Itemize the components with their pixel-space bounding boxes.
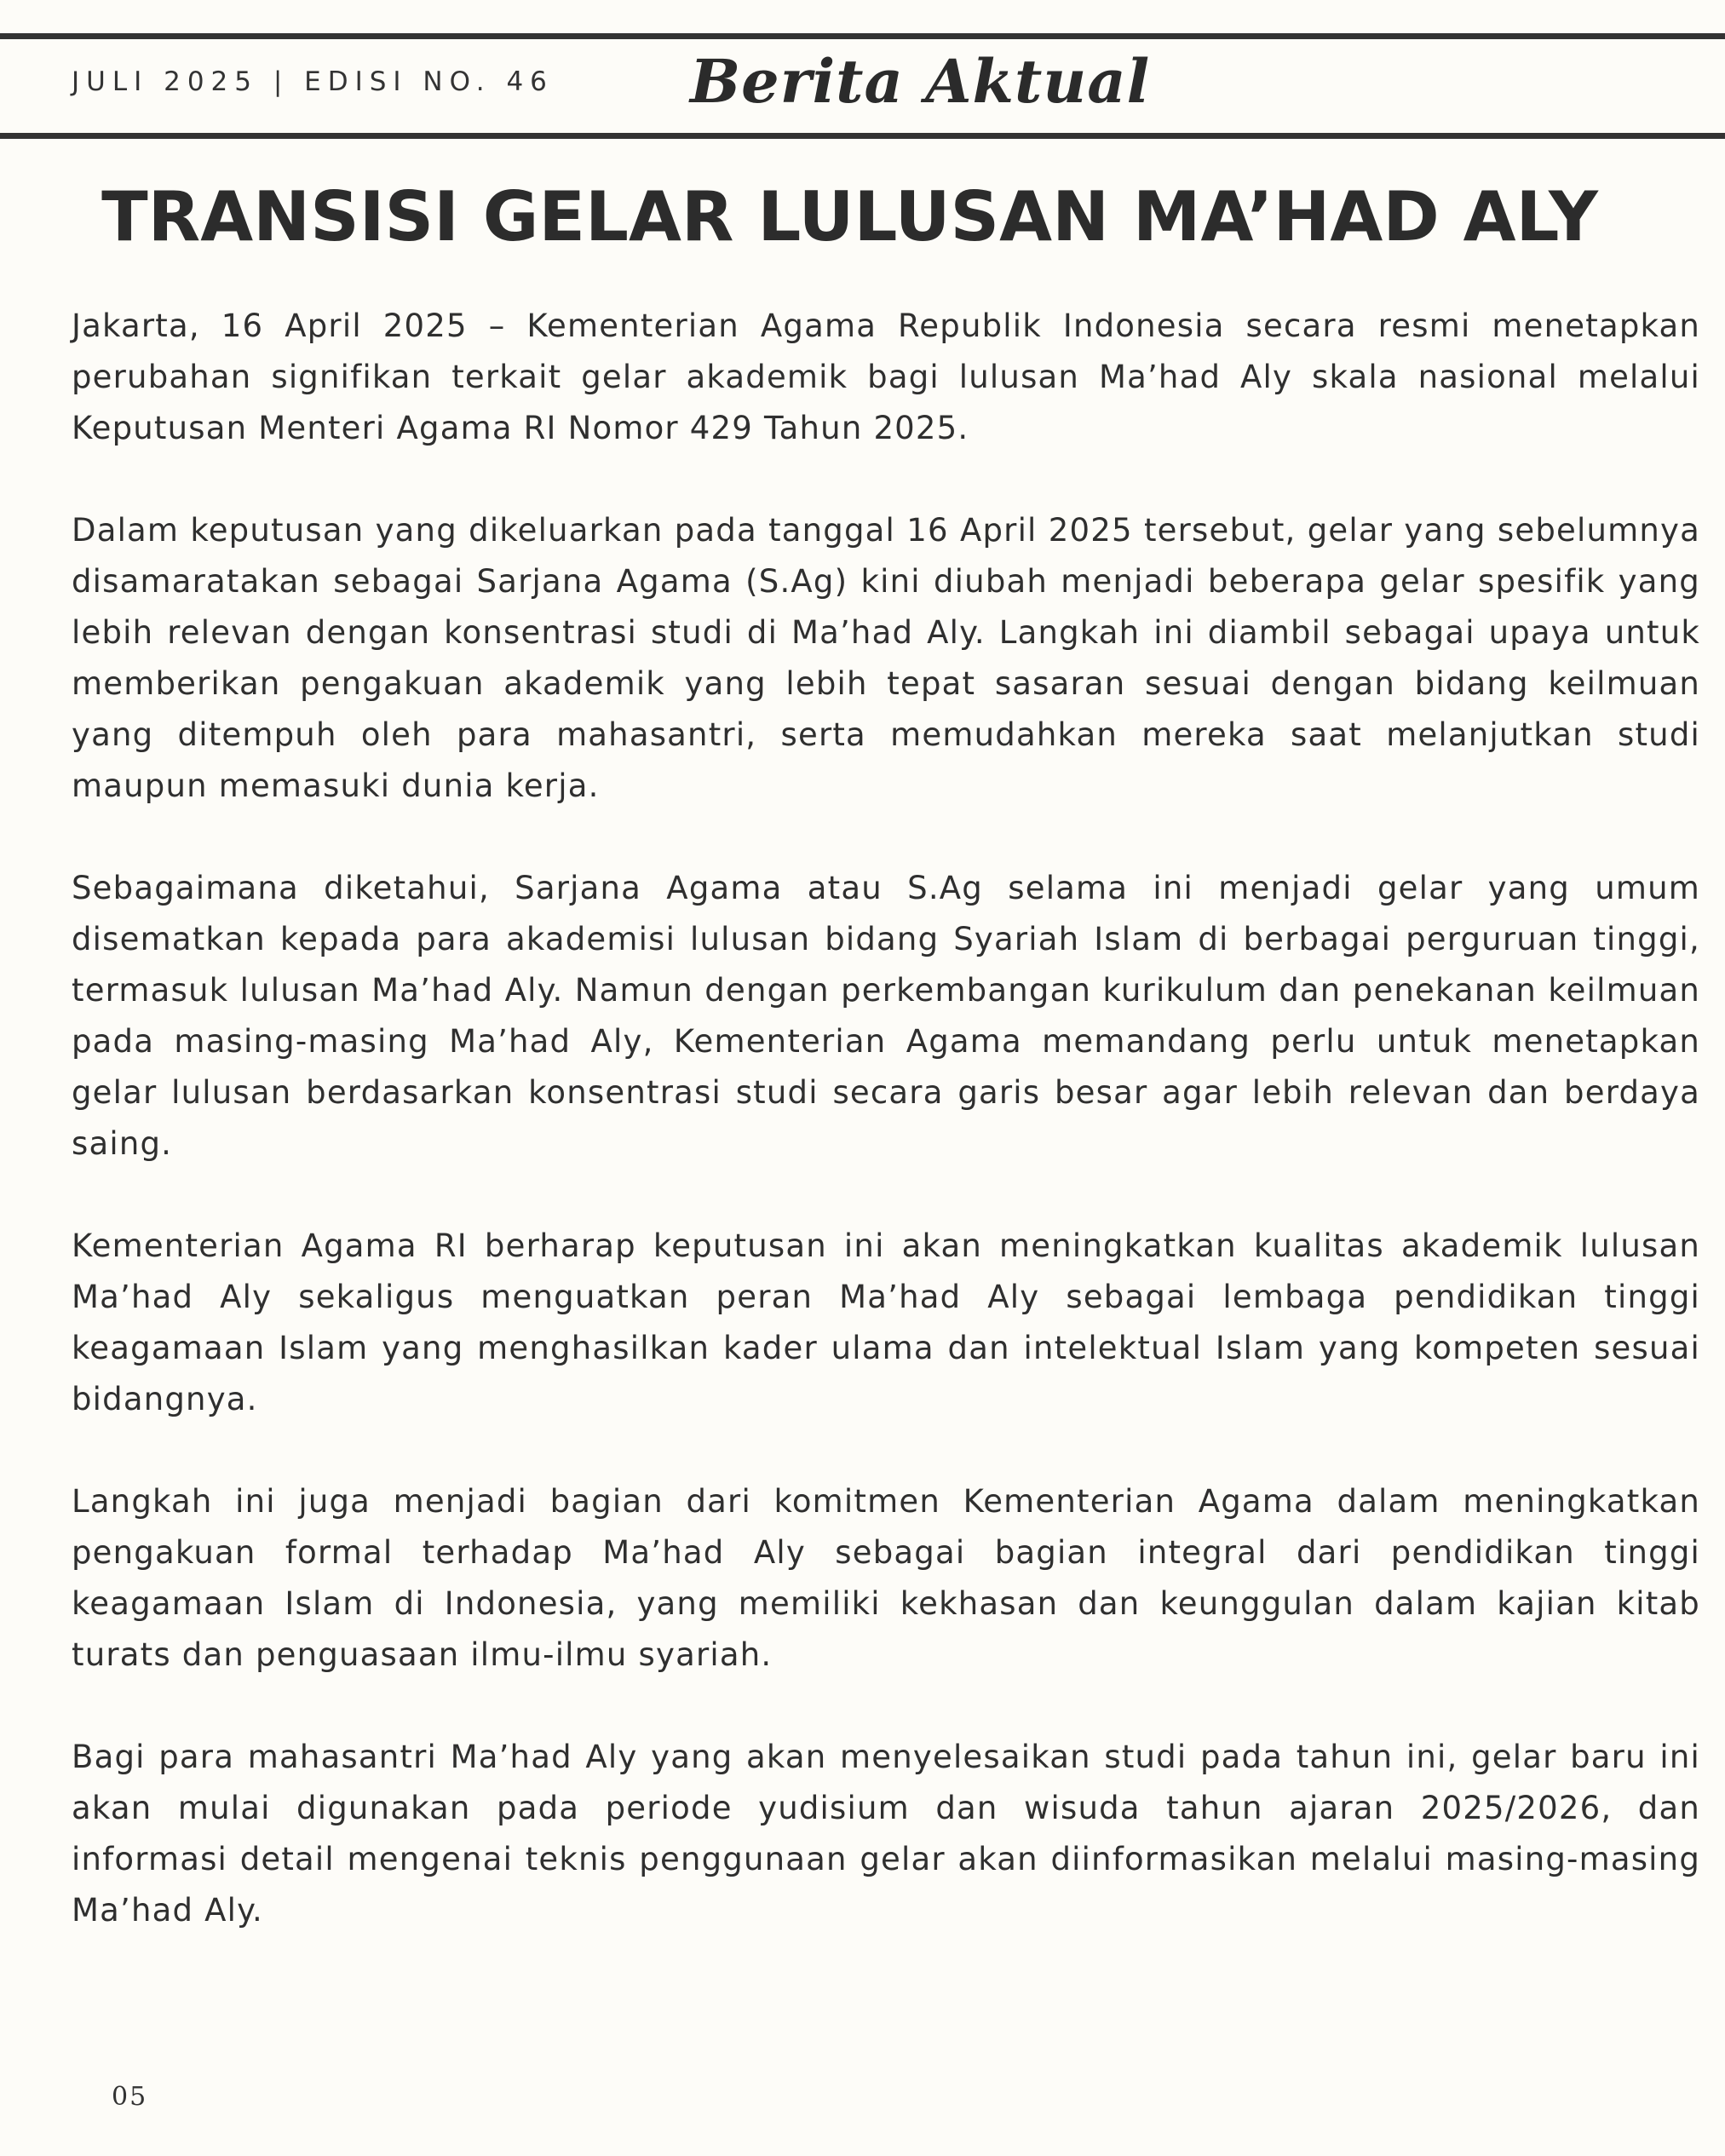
header-bottom-rule xyxy=(0,133,1725,139)
page-number: 05 xyxy=(112,2082,148,2112)
article-paragraph: Langkah ini juga menjadi bagian dari komitmen Kementerian Agama dalam meningkatkan pengakuan formal terhadap Ma’had Aly sebagai bagian integral dari pendidikan tinggi keagamaan Islam di Indonesia, yang memiliki kekhasan dan keunggulan dalam kajian kitab turats dan penguasaan ilmu-ilmu syariah. xyxy=(72,1483,1700,1673)
issue-info: JULI 2025 | EDISI NO. 46 xyxy=(72,66,554,97)
masthead-title: Berita Aktual xyxy=(690,46,1151,117)
article-paragraph: Sebagaimana diketahui, Sarjana Agama atau S.Ag selama ini menjadi gelar yang umum disematkan kepada para akademisi lulusan bidang Syariah Islam di berbagai perguruan tinggi, termasuk lulusan Ma’had Aly. Namun dengan perkembangan kurikulum dan penekanan keilmuan pada masing-masing Ma’had Aly, Kementerian Agama memandang perlu untuk menetapkan gelar lulusan berdasarkan konsentrasi studi secara garis besar agar lebih relevan dan berdaya saing. xyxy=(72,870,1700,1162)
header-top-rule xyxy=(0,33,1725,39)
article-paragraph: Kementerian Agama RI berharap keputusan ini akan meningkatkan kualitas akademik lulusan Ma’had Aly sekaligus menguatkan peran Ma’had Aly sebagai lembaga pendidikan tinggi keagamaan Islam yang menghasilkan kader ulama dan intelektual Islam yang kompeten sesuai bidangnya. xyxy=(72,1227,1700,1417)
article-paragraph: Jakarta, 16 April 2025 – Kementerian Agama Republik Indonesia secara resmi menetapkan perubahan signifikan terkait gelar akademik bagi lulusan Ma’had Aly skala nasional melalui Keputusan Menteri Agama RI Nomor 429 Tahun 2025. xyxy=(72,308,1700,446)
article-headline: TRANSISI GELAR LULUSAN MA’HAD ALY xyxy=(101,177,1598,256)
article-body xyxy=(72,301,1700,1987)
article-paragraph: Dalam keputusan yang dikeluarkan pada tanggal 16 April 2025 tersebut, gelar yang sebelumnya disamaratakan sebagai Sarjana Agama (S.Ag) kini diubah menjadi beberapa gelar spesifik yang lebih relevan dengan konsentrasi studi di Ma’had Aly. Langkah ini diambil sebagai upaya untuk memberikan pengakuan akademik yang lebih tepat sasaran sesuai dengan bidang keilmuan yang ditempuh oleh para mahasantri, serta memudahkan mereka saat melanjutkan studi maupun memasuki dunia kerja. xyxy=(72,512,1700,804)
article-paragraph: Bagi para mahasantri Ma’had Aly yang akan menyelesaikan studi pada tahun ini, gelar baru ini akan mulai digunakan pada periode yudisium dan wisuda tahun ajaran 2025/2026, dan informasi detail mengenai teknis penggunaan gelar akan diinformasikan melalui masing-masing Ma’had Aly. xyxy=(72,1739,1700,1929)
